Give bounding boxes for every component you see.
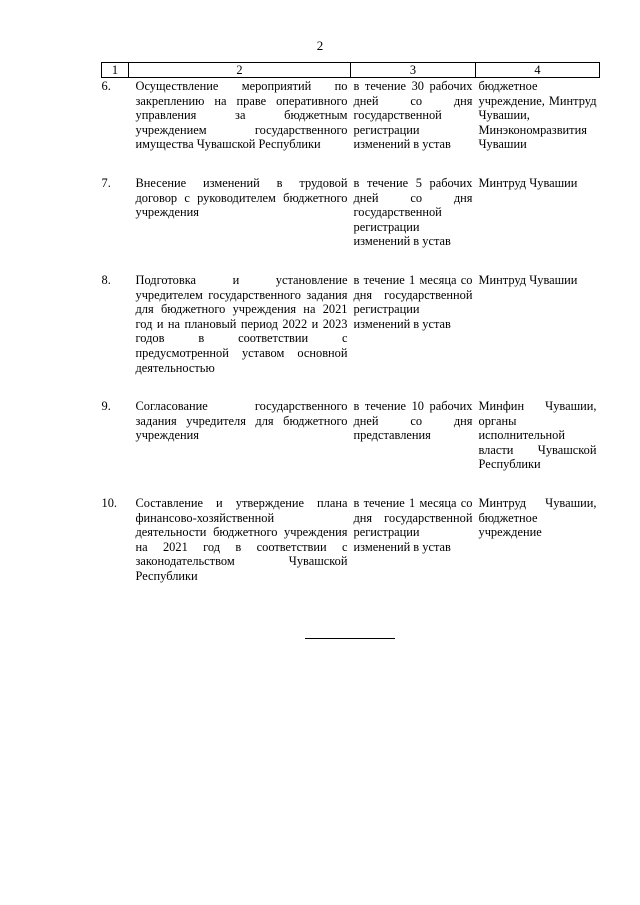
row-responsible: бюджетное учреждение, Минтруд Чувашии, Минэкономразвития Чувашии [478,79,597,152]
row-action: Согласование государственного задания учредителя для бюджетного учреждения [135,399,348,443]
row-number: 6. [101,79,111,93]
column-header-action: 2 [129,63,351,78]
row-responsible: Минтруд Чувашии, бюджетное учреждение [478,496,597,540]
row-number: 9. [101,399,111,414]
table-header-row [102,63,600,78]
row-responsible: Минтруд Чувашии [478,175,578,190]
row-action: Осуществление мероприятий по закреплению на праве оперативного управления за бюджетным учреждением государственного имущества Чувашской Республики [135,79,348,152]
row-number: 7. [101,175,111,190]
column-header-number: 1 [102,63,129,78]
action-plan-table [101,62,600,608]
table-row [102,496,600,608]
row-deadline: в течение 30 рабочих дней со дня государственной регистрации изменений в устав [353,79,473,152]
table-row [102,273,600,399]
row-deadline: в течение 5 рабочих дней со дня государственной регистрации изменений в устав [353,175,473,249]
row-action: Внесение изменений в трудовой договор с руководителем бюджетного учреждения [135,175,348,220]
row-deadline: в течение 1 месяца со дня государственной регистрации изменений в устав [353,272,473,331]
table-header [102,63,600,78]
row-action: Подготовка и установление учредителем государственного задания для бюджетного учреждения на 2021 год и на плановый период 2022 и 2023 годов в соответствии с предусмотренной уставом основной деятельностью [135,272,348,375]
row-action: Составление и утверждение плана финансово-хозяйственной деятельности бюджетного учреждения на 2021 год в соответствии с законодательством Чувашской Республики [135,496,348,584]
end-of-document-rule [305,638,395,639]
row-deadline: в течение 1 месяца со дня государственной регистрации изменений в устав [353,496,473,554]
column-header-responsible: 4 [476,63,600,78]
row-deadline: в течение 10 рабочих дней со дня представления [353,399,473,443]
table-row [102,78,600,176]
row-number: 8. [101,272,111,287]
table-body [102,78,600,608]
table-row [102,399,600,496]
row-responsible: Минфин Чувашии, органы исполнительной власти Чувашской Республики [478,399,597,472]
row-responsible: Минтруд Чувашии [478,272,578,287]
row-number: 10. [101,496,117,511]
table-row [102,176,600,273]
column-header-deadline: 3 [351,63,476,78]
page-number: 2 [316,38,324,53]
